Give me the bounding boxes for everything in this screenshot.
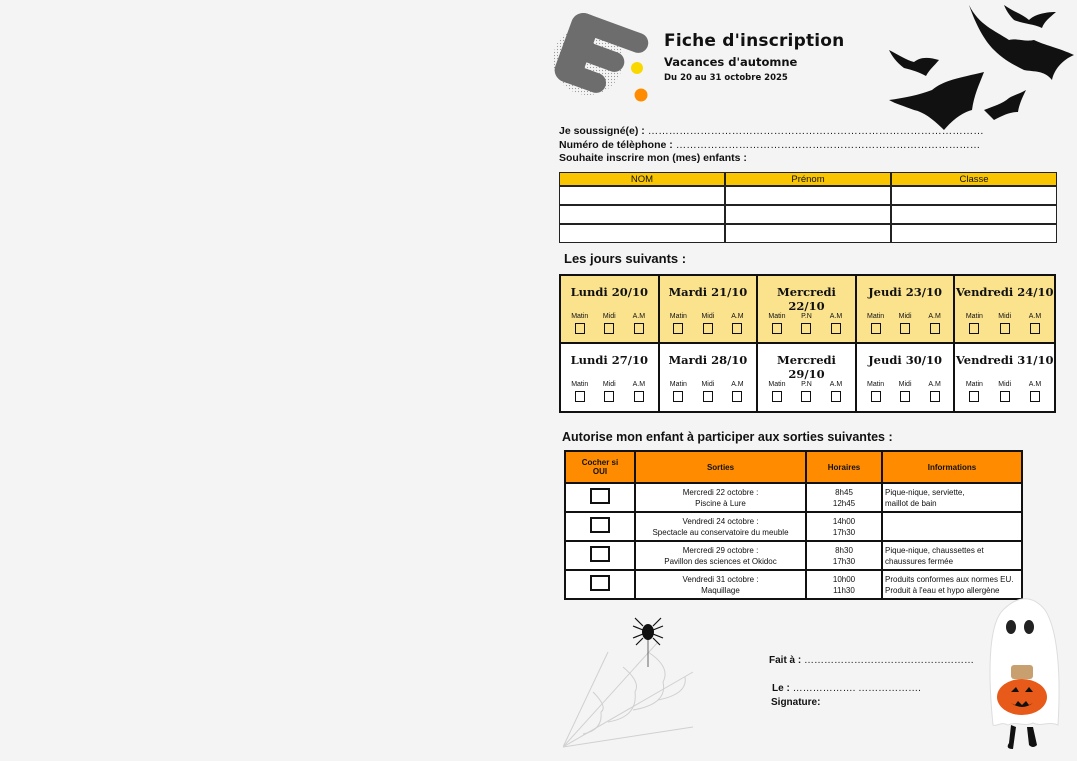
table-row [559,224,1057,243]
table-row [559,205,1057,224]
slot-checkbox[interactable] [801,391,811,402]
nom-cell[interactable] [559,186,725,205]
slot [762,381,792,402]
soussigne-field[interactable]: …………………………………………………………………………………… [647,125,984,137]
signature-label: Signature: [771,697,821,708]
day-slots [861,381,950,402]
slot-label: A.M [731,380,744,388]
horaire-cell: 10h00 11h30 [806,570,882,599]
slot [693,313,723,334]
slot [595,381,625,402]
nom-cell[interactable] [559,205,725,224]
days-section-title: Les jours suivants : [564,251,687,266]
slot-checkbox[interactable] [930,323,940,334]
day-slots [664,313,753,334]
fait-field[interactable]: …………………………………………… [804,655,975,666]
day-label: Vendredi 24/10 [955,285,1054,299]
day-cell [955,344,1054,412]
prenom-cell[interactable] [725,224,891,243]
slot-checkbox[interactable] [732,323,742,334]
date-range: Du 20 au 31 octobre 2025 [664,73,788,83]
day-cell [660,276,759,344]
slot-checkbox[interactable] [930,391,940,402]
slot-label: A.M [829,380,843,388]
inscrire-label: Souhaite inscrire mon (mes) enfants : [559,152,747,164]
slot [595,313,625,334]
slot [693,381,723,402]
day-cell [561,276,660,344]
slot-label: A.M [632,313,646,320]
info-cell: Produits conformes aux normes EU. Produit à l'eau et hypo allergène [882,570,1022,599]
slot [959,313,989,334]
day-label: Jeudi 23/10 [868,285,942,299]
classe-cell[interactable] [891,224,1057,243]
slot-label: Matin [669,313,687,320]
slot-checkbox[interactable] [634,323,644,334]
slot-checkbox[interactable] [604,391,614,402]
page-subtitle: Vacances d'automne [664,55,798,69]
sortie-cell: Mercredi 29 octobre : Pavillon des sciences et Okidoc [635,541,806,570]
table-row [565,570,1022,599]
prenom-cell[interactable] [725,186,891,205]
bat-small-top [1004,5,1056,28]
classe-cell[interactable] [891,186,1057,205]
info-cell: Pique-nique, chaussettes et chaussures fermée [882,541,1022,570]
day-cell [561,344,660,412]
slot [920,313,950,334]
slot-label: A.M [928,313,941,320]
le-line: Le : ………………. ………………. [772,683,921,694]
slot [861,313,891,334]
slot [821,381,851,402]
slot [792,381,822,402]
table-row [565,541,1022,570]
info-cell: Pique-nique, serviette, maillot de bain [882,483,1022,512]
day-label: Mercredi 29/10 [777,352,836,381]
slot-checkbox[interactable] [900,323,910,334]
day-slots [565,381,654,402]
slot [1020,313,1050,334]
slot-checkbox[interactable] [1000,391,1010,402]
col-informations: Informations [882,451,1022,483]
classe-cell[interactable] [891,205,1057,224]
day-slots [959,313,1050,334]
slot-label: Midi [701,313,715,320]
slot [890,381,920,402]
slot [821,313,851,334]
slot [990,313,1020,334]
day-cell [758,276,857,344]
sortie-checkbox[interactable] [590,575,610,591]
col-sorties: Sorties [635,451,806,483]
children-names-table [559,172,1057,243]
sortie-checkbox[interactable] [590,488,610,504]
ghost-illustration [983,595,1063,755]
sortie-cell: Mercredi 22 octobre : Piscine à Lure [635,483,806,512]
horaire-cell: 8h30 17h30 [806,541,882,570]
bat-left [889,50,939,76]
slot [1020,381,1050,402]
slot-label: Midi [602,380,616,388]
slot-label: Matin [571,380,589,388]
slot-label: A.M [1028,313,1042,320]
slot-checkbox[interactable] [575,391,585,402]
slot-checkbox[interactable] [900,391,910,402]
slot [990,381,1020,402]
bats-illustration [884,0,1077,135]
slot-label: Midi [701,380,715,388]
slot-checkbox[interactable] [772,391,782,402]
slot [959,381,989,402]
slot-checkbox[interactable] [604,323,614,334]
telephone-label: Numéro de télèphone : [559,139,673,151]
fait-line: Fait à : …………………………………………… [769,655,975,666]
slot-label: A.M [928,380,941,388]
slot-label: Matin [571,313,589,320]
col-prenom: Prénom [725,172,891,186]
slot-label: A.M [731,313,744,320]
slot-label: Matin [867,313,885,320]
horaire-cell: 14h00 17h30 [806,512,882,541]
slot-label: Matin [867,380,885,388]
bat-mid [889,72,984,130]
horaire-cell: 8h45 12h45 [806,483,882,512]
day-label: Mercredi 22/10 [777,285,836,313]
info-cell [882,512,1022,541]
day-slots [762,381,851,402]
slot-checkbox[interactable] [969,323,979,334]
slot [624,381,654,402]
sortie-cell: Vendredi 24 octobre : Spectacle au conservatoire du meuble [635,512,806,541]
slot-label: Midi [998,313,1012,320]
day-label: Lundi 20/10 [570,285,649,299]
slot-label: Matin [669,380,687,388]
date-field[interactable]: ………………. ………………. [792,683,921,694]
slot-label: A.M [1028,380,1042,388]
day-cell [955,276,1054,344]
sortie-checkbox[interactable] [590,517,610,533]
day-cell [857,344,956,412]
slot [861,381,891,402]
slot [664,313,694,334]
bat-right [984,90,1026,120]
day-label: Mardi 28/10 [668,352,748,367]
page-title: Fiche d'inscription [664,31,845,51]
slot-checkbox[interactable] [1000,323,1010,334]
spider-web-illustration [563,612,703,752]
cocher-cell [565,512,635,541]
prenom-cell[interactable] [725,205,891,224]
slot-label: Midi [602,313,616,320]
slot-label: A.M [632,380,646,388]
slot-checkbox[interactable] [871,391,881,402]
soussigne-label: Je soussigné(e) : [559,125,645,137]
slot-checkbox[interactable] [1030,391,1040,402]
cocher-cell [565,541,635,570]
slot [723,381,753,402]
cocher-cell [565,483,635,512]
day-cell [660,344,759,412]
day-cell [857,276,956,344]
col-cocher: Cocher si OUI [565,451,635,483]
slot-checkbox[interactable] [673,391,683,402]
slot-label: Matin [768,313,786,320]
sorties-table [564,450,1023,600]
col-nom: NOM [559,172,725,186]
slot [565,381,595,402]
slot [664,381,694,402]
day-slots [959,381,1050,402]
slot-checkbox[interactable] [732,391,742,402]
slot [723,313,753,334]
slot-checkbox[interactable] [575,323,585,334]
slot-label: Midi [998,380,1012,388]
day-label: Lundi 27/10 [570,352,649,367]
slot-label: Matin [965,380,983,388]
slot [565,313,595,334]
days-grid [559,274,1056,413]
slot [624,313,654,334]
slot-label: Midi [898,313,912,320]
slot-checkbox[interactable] [831,323,841,334]
table-row [559,186,1057,205]
slot [762,313,792,334]
col-horaires: Horaires [806,451,882,483]
nom-cell[interactable] [559,224,725,243]
soussigne-line [559,125,984,137]
slot-checkbox[interactable] [703,323,713,334]
table-row [565,512,1022,541]
day-slots [664,381,753,402]
slot-label: P.N [801,313,812,320]
slot-label: Matin [768,380,786,388]
slot [920,381,950,402]
slot-checkbox[interactable] [801,323,811,334]
day-label: Jeudi 30/10 [868,352,942,367]
slot [890,313,920,334]
day-slots [762,313,851,334]
col-classe: Classe [891,172,1057,186]
slot-checkbox[interactable] [831,391,841,402]
logo-graphic [553,12,653,107]
slot-label: A.M [829,313,843,320]
slot-label: Midi [898,380,912,388]
day-label: Vendredi 31/10 [955,352,1054,367]
telephone-line [559,139,980,151]
telephone-field[interactable]: …………………………………………………………………………… [675,139,981,151]
day-label: Mardi 21/10 [668,285,748,299]
slot-label: P.N [801,380,812,388]
sortie-cell: Vendredi 31 octobre : Maquillage [635,570,806,599]
slot-checkbox[interactable] [703,391,713,402]
slot-checkbox[interactable] [969,391,979,402]
slot-checkbox[interactable] [871,323,881,334]
table-row [565,483,1022,512]
sortie-checkbox[interactable] [590,546,610,562]
day-slots [565,313,654,334]
day-slots [861,313,950,334]
day-cell [758,344,857,412]
sorties-section-title: Autorise mon enfant à participer aux sorties suivantes : [562,430,893,444]
slot [792,313,822,334]
slot-checkbox[interactable] [772,323,782,334]
slot-checkbox[interactable] [634,391,644,402]
slot-label: Matin [965,313,983,320]
slot-checkbox[interactable] [673,323,683,334]
slot-checkbox[interactable] [1030,323,1040,334]
cocher-cell [565,570,635,599]
